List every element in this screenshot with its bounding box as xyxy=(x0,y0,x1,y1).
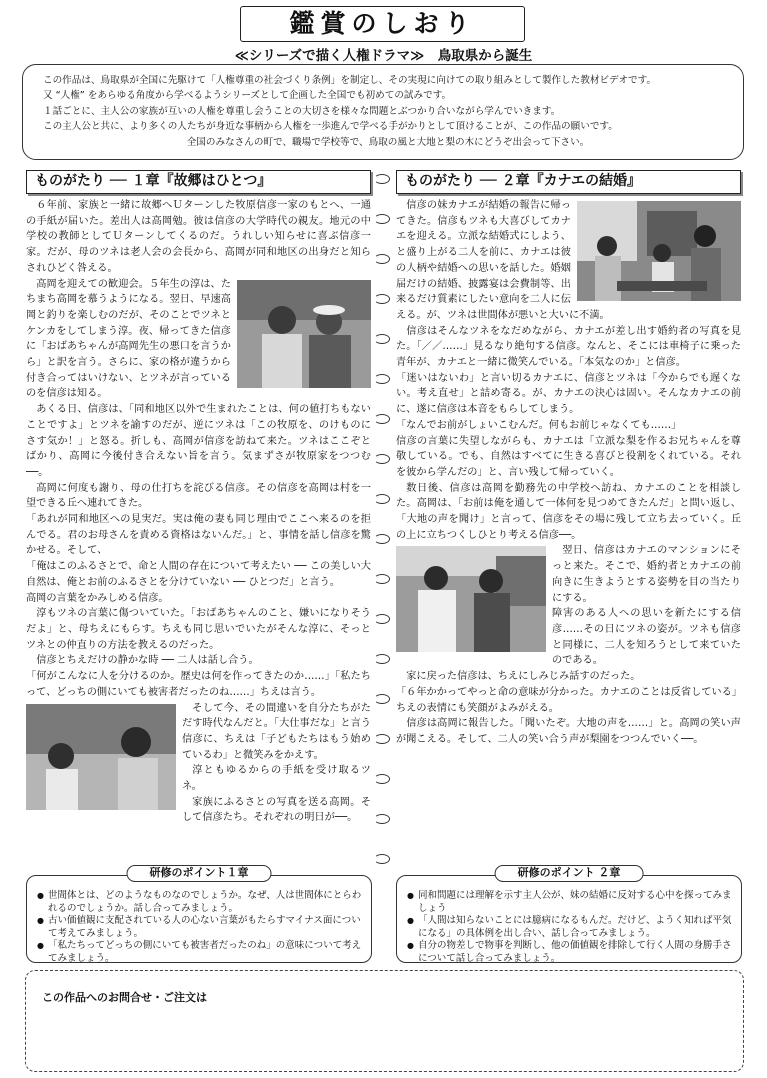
photo-mother-and-child xyxy=(26,704,176,810)
training-points-list xyxy=(37,890,363,966)
list-item: ● 自分の物差しで物事を判断し、他の価値観を排除して行く人間の身勝手さについて話し合ってみましょう。 xyxy=(407,940,733,965)
list-item: ● 「人間は知らないことには臆病になるもんだ。だけど、ようく知れば平気になる」の具体例を出し合い、話し合ってみましょう。 xyxy=(407,915,733,940)
spiral-ring xyxy=(374,694,390,704)
photo-family-living-room-image xyxy=(577,201,741,301)
contact-label: この作品へのお問合せ・ご注文は xyxy=(42,991,207,1004)
chapter2-paragraph: 障害のある人への思いを新たにする信彦……その日にツネの姿が。ツネも信彦と同様に、二人を知ろうとして来ていたのである。 xyxy=(552,608,741,667)
spiral-ring xyxy=(374,214,390,224)
chapter1-header: ものがたり ── １章『故郷はひとつ』 xyxy=(26,170,371,194)
training-points-chapter1 xyxy=(26,866,372,964)
chapter1-paragraph: 信彦とちえだけの静かな時 ── 二人は話し合う。 xyxy=(36,655,259,667)
list-item: ● 「私たちってどっちの側にいても被害者だったのね」の意味について考えてみましょう。 xyxy=(37,940,363,965)
spiral-ring xyxy=(374,254,390,264)
chapter2-paragraph: 信彦の言葉に失望しながらも、カナエは「立派な梨を作るお兄ちゃんを尊敬している。でも、自然はすべてに生きる喜びと役割をくれている。それを彼から学んだの」と、言い残して帰っていく。 xyxy=(396,435,741,478)
list-item: ● 古い価値観に支配されている人の心ない言葉がもたらすマイナス面について考えてみましょう。 xyxy=(37,915,363,940)
spiral-ring xyxy=(374,814,390,824)
spiral-binding xyxy=(372,170,392,890)
chapter1-paragraph: 「俺はこのふるさとで、命と人間の存在について考えたい ── この美しい大自然は、俺とお前のふるさとを分けていない ── ひとつだ」と言う。 xyxy=(26,561,371,588)
spiral-ring xyxy=(374,534,390,544)
training-points-chapter2 xyxy=(396,866,742,964)
training-points-title: 研修のポイント ２章 xyxy=(495,865,644,882)
spiral-ring xyxy=(374,334,390,344)
photo-two-men-outdoors xyxy=(237,280,371,388)
chapter1-paragraph: そして今、その間違いを自分たちがただす時代なんだと。「大仕事だな」と言う信彦に、ちえは「子どもたちはもう始めているわ」と微笑みをかえす。 xyxy=(182,702,371,761)
chapter2-paragraph: 「迷いはないわ」と言い切るカナエに、信彦とツネは「今からでも遅くない。考え直せ」と詰め寄る。が、カナエの決心は固い。そんなカナエの前に、遂に信彦は本音をもらしてしまう。 xyxy=(396,372,741,416)
chapter2-paragraph: 「なんでお前がしょいこむんだ。何もお前じゃなくても……」 xyxy=(396,419,682,431)
chapter1-paragraph: あくる日、信彦は、「同和地区以外で生まれたことは、何の値打ちもないことですよ」とツネを諭すのだが、逆にツネは「この牧原を、のけものにさす気か！」と怒る。折しも、高岡が信彦を訪ねて来た。ツネはここぞとばかり、高岡に今後付き合えない旨を言う。気まずさが牧原家をつつむ──。 xyxy=(26,404,371,478)
contact-box xyxy=(25,970,744,1072)
intro-line: この作品は、鳥取県が全国に先駆けて「人権尊重の社会づくり条例」を制定し、その実現に向けての取り組みとして製作した教材ビデオです。 xyxy=(43,75,657,86)
chapter1-paragraph: 「何がこんなに人を分けるのか。歴史は何を作ってきたのか……」「私たちって、どっちの側にいても被害者だったのね……」ちえは言う。 xyxy=(26,671,371,698)
spiral-ring xyxy=(374,734,390,744)
spiral-ring xyxy=(374,574,390,584)
spiral-ring xyxy=(374,654,390,664)
chapter2-paragraph: 「６年かかってやっと命の意味が分かった。カナエのことは反省している」 xyxy=(396,686,742,698)
spiral-ring xyxy=(374,294,390,304)
subtitle: ≪シリーズで描く人権ドラマ≫ 鳥取県から誕生 xyxy=(234,48,533,64)
chapter2-paragraph: 数日後、信彦は高岡を勤務先の中学校へ訪ね、カナエのことを相談した。高岡は、「お前は俺を通して一体何を見つめてきたんだ」と問い返し、「大地の声を聞け」と言って、信彦をその場に残して立ち去っていく。丘の上に立ちつくしひとり考える信彦──。 xyxy=(396,482,741,541)
spiral-ring xyxy=(374,854,390,864)
intro-closing: 全国のみなさんの町で、職場で学校等で、鳥取の風と大地と梨の木にどうぞ出会って下さい。 xyxy=(186,136,590,148)
chapter2-paragraph: 信彦の妹カナエが結婚の報告に帰ってきた。信彦もツネも大喜びしてカナエを迎える。立派な結婚式にしよう、と盛り上がる二人を前に、カナエは彼の人柄や結婚への思いを話した。婚姻届だけの結婚、披露宴は会費制等、出来るだけ質素にしたい意向を二人に伝える。が、ツネは世間体が悪いと大いに不満。 xyxy=(396,200,610,321)
chapter2-paragraph: 家に戻った信彦は、ちえにしみじみ話すのだった。 xyxy=(406,671,641,683)
chapter1-paragraph: 淳ともゆるからの手紙を受け取るツネ。 xyxy=(182,765,371,793)
spiral-ring xyxy=(374,614,390,624)
intro-line: １話ごとに、主人公の家族が互いの人権を尊重し会うことの大切さを様々な問題とぶつかり合いながら学んでいきます。 xyxy=(43,105,561,117)
chapter1-paragraph: ６年前、家族と一緒に故郷へＵターンした牧原信彦一家のもとへ、一通の手紙が届いた。差出人は高岡勉。彼は信彦の大学時代の親友。地元の中学校の教師としてＵターンしてくるのだ。うれしい知らせに喜ぶ信彦一家。だが、母のツネは老人会の会長から、高岡が同和地区の出身だと知らされひどく咎える。 xyxy=(26,200,371,274)
intro-line: この主人公と共に、より多くの人たちが身近な事柄から人権を一歩進んで学べる手がかりとして頂けることが、この作品の願いです。 xyxy=(43,121,618,133)
chapter1-paragraph: 家族にふるさとの写真を送る高岡。そして信彦たち。それぞれの明日が──。 xyxy=(182,796,371,824)
chapter1-paragraph: 高岡に何度も謝り、母の仕打ちを詫びる信彦。その信彦を高岡は村を一望できる丘へ連れてきた。 xyxy=(26,482,371,510)
chapter2-paragraph: 翌日、信彦はカナエのマンションにそっと来た。そこで、婚約者とカナエの前向きに生きようとする姿勢を目の当たりにする。 xyxy=(552,545,741,604)
photo-two-men-outdoors-image xyxy=(237,280,371,388)
spiral-ring xyxy=(374,374,390,384)
spiral-ring xyxy=(374,414,390,424)
spiral-ring xyxy=(374,494,390,504)
intro-box xyxy=(22,64,744,160)
intro-line: 又 “人権” をあらゆる角度から学べるようシリーズとして企画した全国でも初めての試みです。 xyxy=(43,90,452,102)
chapter2-header: ものがたり ── ２章『カナエの結婚』 xyxy=(396,170,741,194)
chapter1-paragraph: 高岡の言葉をかみしめる信彦。 xyxy=(26,592,169,604)
photo-two-men-apartment xyxy=(396,546,546,652)
list-item: ● 世間体とは、どのようなものなのでしょうか。なぜ、人は世間体にとらわれるのでしょうか。話し合ってみましょう。 xyxy=(37,890,363,915)
training-points-title: 研修のポイント１章 xyxy=(127,865,272,882)
chapter1-paragraph: 「あれが同和地区への見実だ。実は俺の妻も同じ理由でここへ来るのを拒んでる。君のお母さんを責める資格はないんだ。」と、事情を話し信彦を驚かせる。そして、 xyxy=(26,514,371,557)
photo-two-men-apartment-image xyxy=(396,546,546,652)
spiral-ring xyxy=(374,174,390,184)
page-title: 鑑賞のしおり xyxy=(240,6,525,42)
chapter1-column xyxy=(26,170,371,826)
chapter1-paragraph: 淳もツネの言葉に傷ついていた。「おばあちゃんのこと、嫌いになりそうだよ」と、母ちえにもらす。ちえも同じ思いでいたがそんな淳に、そっとツネとの仲直りの方法を教えるのだった。 xyxy=(26,608,371,651)
spiral-ring xyxy=(374,454,390,464)
list-item: ● 同和問題には理解を示す主人公が、妹の結婚に反対する心中を探ってみましょう xyxy=(407,890,733,915)
chapter2-paragraph: 信彦は高岡に報告した。「聞いたぞ。大地の声を……」と。高岡の笑い声が聞こえる。そして、二人の笑い合う声が梨園をつつんでいく──。 xyxy=(396,718,741,745)
training-points-list xyxy=(407,890,733,966)
chapter2-paragraph: ちえの表情にも笑顔がよみがえる。 xyxy=(396,702,559,714)
photo-family-living-room xyxy=(577,201,741,301)
chapter2-column xyxy=(396,170,741,748)
spiral-ring xyxy=(374,774,390,784)
photo-mother-and-child-image xyxy=(26,704,176,810)
chapter1-paragraph: 高岡を迎えての歓迎会。５年生の淳は、たちまち高岡を慕うようになる。翌日、早速高岡と釣りを楽しむのだが、そのことでツネとケンカをしてしまう淳。夜、帰ってきた信彦に「おばあちゃんが高岡先生の悪口を言うから」と訳を言う。さらに、家の格が違うから付き合ってはいけない、とツネが言っているのを信彦は知る。 xyxy=(26,278,231,400)
chapter2-paragraph: 信彦はそんなツネをなだめながら、カナエが差し出す婚約者の写真を見た。「／／……」見るなり絶句する信彦。なんと、そこには車椅子に乗った青年が、カナエと一緒に微笑んでいる。「本気なのか」と信彦。 xyxy=(396,325,741,369)
